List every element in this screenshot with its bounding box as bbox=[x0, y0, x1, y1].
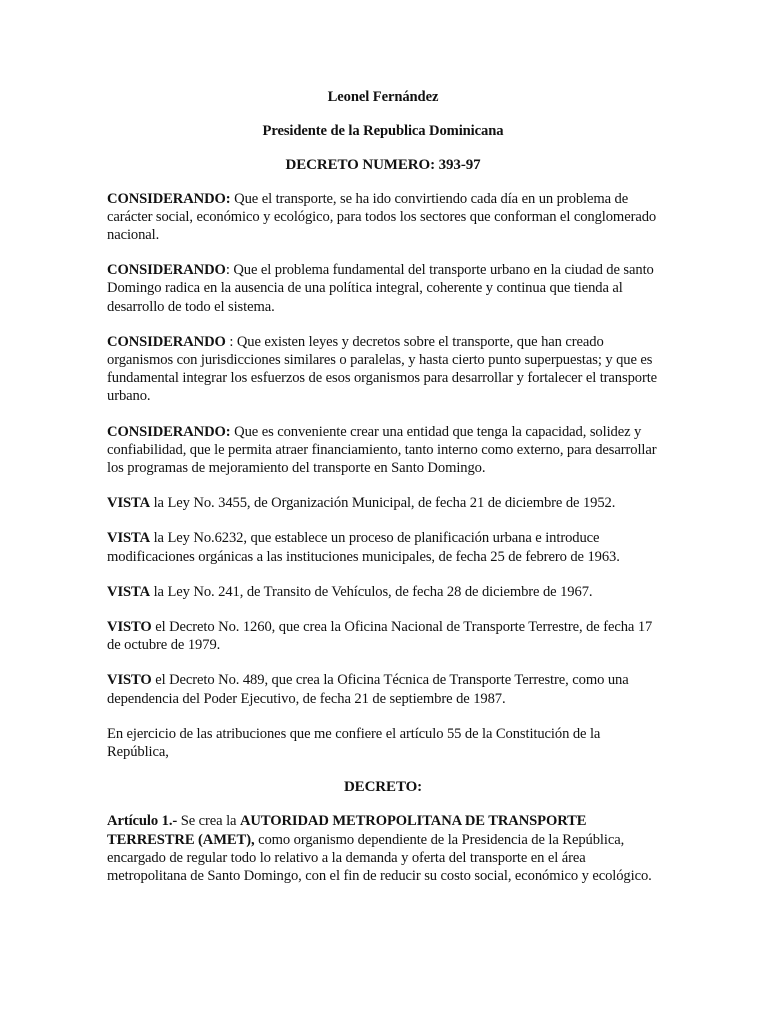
vista-3 bbox=[107, 583, 659, 601]
considerando-4 bbox=[107, 423, 659, 478]
paragraph-text: la Ley No.6232, que establece un proceso de planificación urbana e introduce modificaciones orgánicas a las instituciones municipales, de fecha 25 de febrero de 1963. bbox=[107, 530, 620, 565]
ejercicio-paragraph bbox=[107, 725, 659, 761]
considerando-3 bbox=[107, 333, 659, 406]
paragraph-lead: CONSIDERANDO bbox=[107, 262, 226, 279]
document-page bbox=[107, 88, 659, 902]
visto-1 bbox=[107, 618, 659, 654]
paragraph-text: la Ley No. 241, de Transito de Vehículos, de fecha 28 de diciembre de 1967. bbox=[150, 583, 593, 600]
paragraph-lead: VISTA bbox=[107, 583, 151, 600]
paragraph-text: En ejercicio de las atribuciones que me confiere el artículo 55 de la Constitución de la República, bbox=[107, 725, 601, 761]
paragraph-lead: VISTO bbox=[107, 619, 152, 636]
paragraph-text: el Decreto No. 1260, que crea la Oficina Nacional de Transporte Terrestre, de fecha 17 de octubre de 1979. bbox=[107, 619, 653, 654]
article-lead: Artículo 1.- bbox=[107, 813, 178, 830]
paragraph-text: Que el transporte, se ha ido convirtiendo cada día en un problema de carácter social, económico y ecológico, para todos los sectores que conforman el conglomerado nacional. bbox=[107, 190, 657, 244]
paragraph-text: : Que existen leyes y decretos sobre el transporte, que han creado organismos con jurisdicciones similares o paralelas, y hasta cierto punto superpuestas; y que es fundamental integrar los esfuerzos de esos organismos para desarrollar y fortalecer el transporte urbano. bbox=[107, 333, 658, 405]
decree-number: DECRETO NUMERO: 393-97 bbox=[285, 157, 481, 174]
vista-1 bbox=[107, 494, 659, 512]
decreto-heading: DECRETO: bbox=[343, 779, 423, 796]
articulo-1 bbox=[107, 812, 659, 885]
vista-2 bbox=[107, 529, 659, 565]
paragraph-text: el Decreto No. 489, que crea la Oficina Técnica de Transporte Terrestre, como una dependencia del Poder Ejecutivo, de fecha 21 de septiembre de 1987. bbox=[107, 672, 629, 707]
article-pre: Se crea la bbox=[177, 813, 240, 830]
paragraph-lead: CONSIDERANDO: bbox=[107, 423, 231, 440]
paragraph-lead: VISTA bbox=[107, 495, 151, 512]
visto-2 bbox=[107, 671, 659, 707]
author-title: Presidente de la Republica Dominicana bbox=[262, 123, 504, 140]
paragraph-text: : Que el problema fundamental del transporte urbano en la ciudad de santo Domingo radica en la ausencia de una política integral, coherente y continua que tienda al desarrollo de todo el sistema. bbox=[107, 262, 654, 315]
considerando-2 bbox=[107, 261, 659, 316]
paragraph-text: la Ley No. 3455, de Organización Municipal, de fecha 21 de diciembre de 1952. bbox=[150, 495, 616, 512]
paragraph-lead: VISTO bbox=[107, 672, 152, 689]
considerando-1 bbox=[107, 190, 659, 245]
paragraph-lead: CONSIDERANDO bbox=[107, 333, 226, 350]
organization-name: AUTORIDAD METROPOLITANA DE TRANSPORTE TERRESTRE (AMET), bbox=[107, 813, 587, 848]
article-text: como organismo dependiente de la Presidencia de la República, encargado de regular todo lo relativo a la demanda y oferta del transporte en el área metropolitana de Santo Domingo, con el fin de reducir su costo social, económico y ecológico. bbox=[107, 831, 652, 885]
author-name: Leonel Fernández bbox=[327, 89, 439, 105]
paragraph-lead: VISTA bbox=[107, 530, 151, 547]
paragraph-text: Que es conveniente crear una entidad que tenga la capacidad, solidez y confiabilidad, que le permita atraer financiamiento, tanto interno como externo, para desarrollar los programas de mejoramiento del transporte en Santo Domingo. bbox=[107, 423, 657, 477]
paragraph-lead: CONSIDERANDO: bbox=[107, 190, 231, 207]
